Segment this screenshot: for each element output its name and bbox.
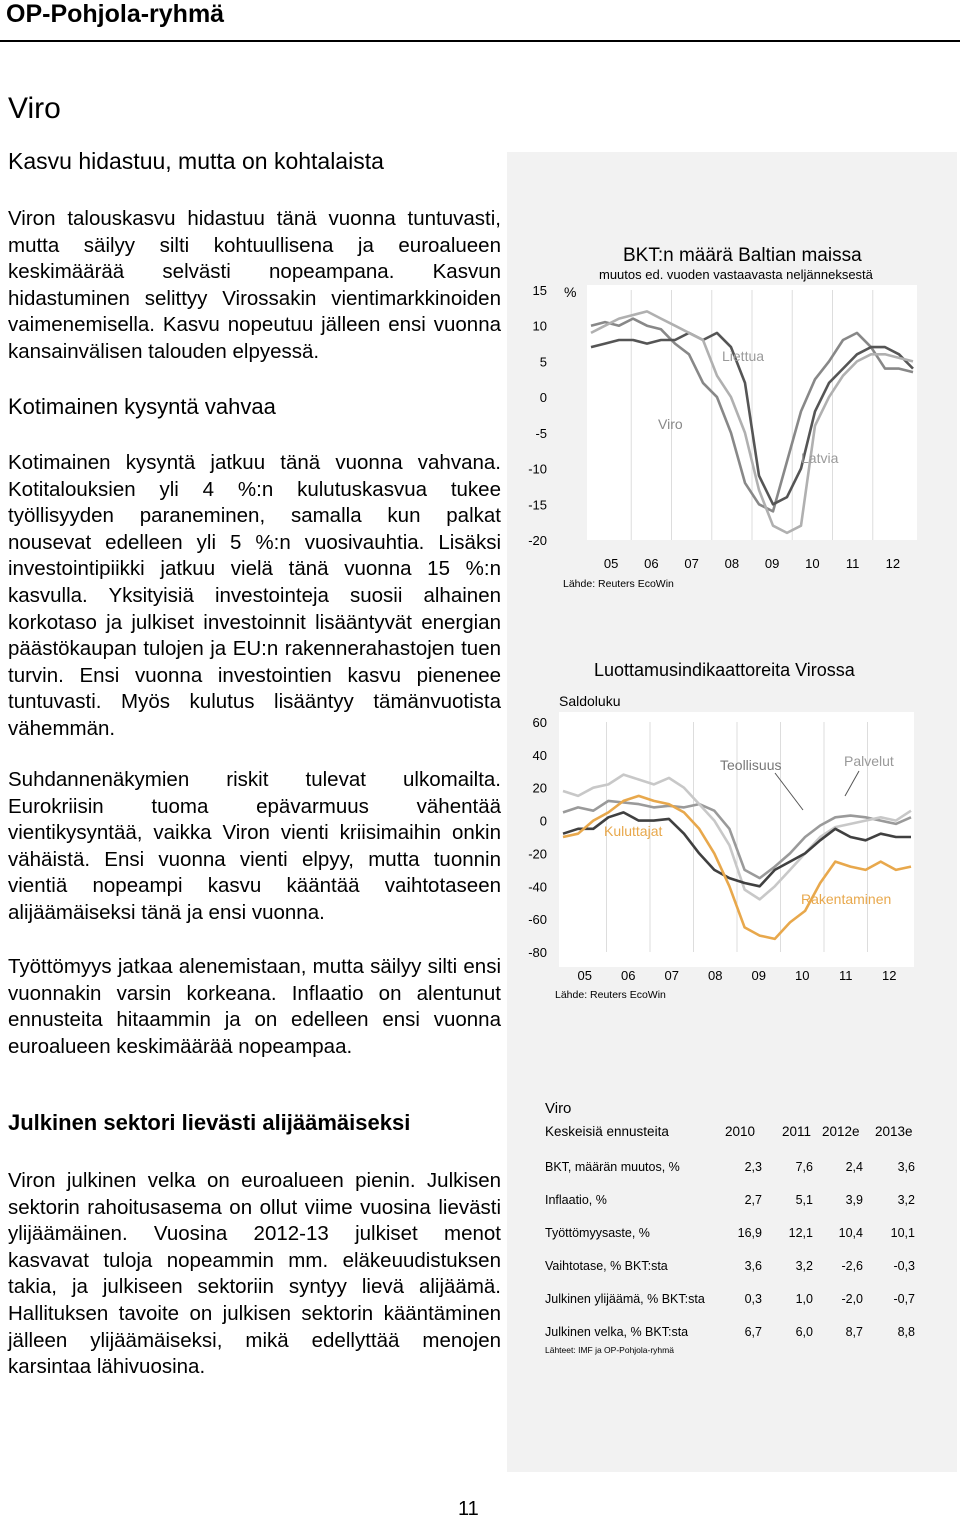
page-title: Viro <box>8 92 61 125</box>
series-label-palvelut: Palvelut <box>844 753 894 769</box>
table-cell: -0,3 <box>893 1259 915 1273</box>
table-row-label: Julkinen velka, % BKT:sta <box>545 1325 689 1339</box>
y-tick-label: -5 <box>535 425 547 441</box>
table-row <box>545 1226 915 1259</box>
table-cell: 12,1 <box>788 1226 813 1240</box>
table-row <box>545 1160 915 1193</box>
x-tick-label: 05 <box>603 556 619 571</box>
table-cell: 3,6 <box>897 1160 915 1174</box>
table-cell: 10,4 <box>838 1226 863 1240</box>
x-tick-label: 06 <box>644 556 659 571</box>
x-tick-label: 09 <box>764 556 780 571</box>
table-row-label: Työttömyysaste, % <box>545 1226 650 1240</box>
paragraph-risks: Suhdannenäkymien riskit tulevat ulkomailta. Eurokriisin tuoma epävarmuus vähentää vientikysyntää, vaikka Viron vienti kriisimaihin onkin vähäistä. Ensi vuonna vienti elpyy, mutta tuonnin vientiä nopeampi kasvu kääntää vaihtotaseen alijäämäiseksi tänä ja ensi vuonna. <box>8 768 501 924</box>
table-cell: -0,7 <box>893 1292 915 1306</box>
series-label-latvia: Latvia <box>801 450 839 466</box>
table-cell: 8,8 <box>897 1325 915 1339</box>
x-tick-label: 08 <box>724 556 740 571</box>
confidence-indicators-chart <box>507 650 957 1010</box>
table-cell: 6,7 <box>744 1325 762 1339</box>
table-source: Lähteet: IMF ja OP-Pohjola-ryhmä <box>545 1345 674 1355</box>
series-label-kuluttajat: Kuluttajat <box>604 823 663 839</box>
x-tick-label: 09 <box>751 968 766 983</box>
y-tick-label: -40 <box>528 879 547 895</box>
table-cell: 7,6 <box>795 1160 813 1174</box>
section-heading-growth: Kasvu hidastuu, mutta on kohtalaista <box>8 148 384 174</box>
table-cell: 10,1 <box>890 1226 915 1240</box>
series-label-viro: Viro <box>658 416 683 432</box>
y-tick-label: 0 <box>539 390 547 406</box>
table-cell: 16,9 <box>737 1226 762 1240</box>
table-cell: 1,0 <box>795 1292 813 1306</box>
table-cell: -2,6 <box>841 1259 863 1273</box>
gdp-baltic-chart <box>507 235 957 600</box>
table-row <box>545 1259 915 1292</box>
series-label-rakentaminen: Rakentaminen <box>801 891 892 907</box>
table-header-col: 2011 <box>782 1124 812 1139</box>
table-cell: 3,6 <box>744 1259 762 1273</box>
chart-title: Luottamusindikaattoreita Virossa <box>594 660 855 680</box>
y-tick-label: -15 <box>528 497 547 513</box>
table-header-col: 2010 <box>725 1124 756 1139</box>
series-label-liettua: Liettua <box>722 348 765 364</box>
chart-source: Lähde: Reuters EcoWin <box>563 578 674 590</box>
chart-subtitle: muutos ed. vuoden vastaavasta neljänneksestä <box>599 267 873 282</box>
table-cell: 2,4 <box>845 1160 863 1174</box>
table-row-label: Julkinen ylijäämä, % BKT:sta <box>545 1292 705 1306</box>
y-tick-label: 5 <box>539 354 547 370</box>
brand-title: OP-Pohjola-ryhmä <box>6 0 225 28</box>
table-row-label: Vaihtotase, % BKT:sta <box>545 1259 668 1273</box>
table-cell: 2,7 <box>744 1193 762 1207</box>
table-cell: 3,2 <box>795 1259 813 1273</box>
paragraph-unemployment: Työttömyys jatkaa alenemistaan, mutta säilyy silti ensi vuonnakin varsin korkeana. Inflaatio on alentunut ennusteita hitaammin ja on edelleen ensi vuonna euroalueen keskimäärää nopeampaa. <box>8 955 501 1058</box>
x-tick-label: 11 <box>845 556 860 571</box>
table-header-col: 2012e <box>822 1124 860 1139</box>
chart-title: BKT:n määrä Baltian maissa <box>623 245 862 266</box>
series-label-teollisuus: Teollisuus <box>720 757 782 773</box>
paragraph-domestic-demand: Kotimainen kysyntä jatkuu tänä vuonna vahvana. Kotitalouksien yli 4 %:n kulutuskasvua tukee työllisyyden paraneminen, samalla kun palkat nousevat edelleen yli 5 %:n vuosivauhtia. Lisäksi investointipiikki jatkuu vielä tänä vuonna 15 %:n kasvulla. Yksityisiä investointeja suosii alhainen korkotaso ja julkiset investoinnit lisääntyvät energian päästökaupan tulojen ja EU:n rakennerahastojen tuen turvin. Ensi vuonna investointien kasvu pienenee tuntuvasti. Myös kulutus lisääntyy tämänvuotista vähemmän. <box>8 451 501 740</box>
x-tick-label: 08 <box>708 968 723 983</box>
x-tick-label: 06 <box>621 968 636 983</box>
chart-ylabel: Saldoluku <box>559 693 621 709</box>
paragraph-public-sector: Viron julkinen velka on euroalueen pienin. Julkisen sektorin rahoitusasema on ollut viime vuosina lievästi ylijäämäinen. Vuosina 2012-13 julkiset menot kasvavat tuloja nopeammin mm. eläkeuudistuksen takia, ja julkiseen sektoriin syntyy lievä alijäämä. Hallituksen tavoite on julkisen sektorin kääntäminen jälleen ylijäämäiseksi, mikä edellyttää menojen karsintaa lähivuosina. <box>8 1169 501 1379</box>
table-cell: -2,0 <box>841 1292 863 1306</box>
table-header-label: Keskeisiä ennusteita <box>545 1124 669 1139</box>
table-cell: 5,1 <box>795 1193 813 1207</box>
table-body <box>545 1160 915 1358</box>
x-tick-label: 10 <box>795 968 810 983</box>
table-header-col: 2013e <box>875 1124 913 1139</box>
table-cell: 6,0 <box>795 1325 813 1339</box>
table-cell: 3,2 <box>897 1193 915 1207</box>
x-tick-label: 07 <box>684 556 699 571</box>
y-tick-label: -20 <box>528 846 547 862</box>
section-heading-domestic-demand: Kotimainen kysyntä vahvaa <box>8 394 276 419</box>
table-cell: 0,3 <box>744 1292 762 1306</box>
table-row-label: BKT, määrän muutos, % <box>545 1160 680 1174</box>
table-row <box>545 1292 915 1325</box>
chart-ylabel: % <box>564 284 577 300</box>
paragraph-growth: Viron talouskasvu hidastuu tänä vuonna tuntuvasti, mutta säilyy silti kohtuullisena ja euroalueen keskimäärää selvästi nopeampana. Kasvun hidastuminen selittyy Virossakin vientimarkkinoiden vaimenemisella. Kasvu nopeutuu jälleen ensi vuonna kansainvälisen talouden elpyessä. <box>8 207 501 363</box>
x-tick-label: 12 <box>882 968 897 983</box>
y-tick-label: 40 <box>532 747 547 763</box>
section-heading-public-sector: Julkinen sektori lievästi alijäämäiseksi <box>8 1110 411 1135</box>
x-tick-label: 10 <box>805 556 820 571</box>
table-row-label: Inflaatio, % <box>545 1193 607 1207</box>
x-tick-label: 12 <box>885 556 901 571</box>
y-tick-label: -10 <box>528 461 547 477</box>
chart-source: Lähde: Reuters EcoWin <box>555 989 666 1001</box>
table-cell: 2,3 <box>744 1160 762 1174</box>
x-tick-label: 07 <box>664 968 679 983</box>
y-tick-label: 10 <box>532 318 547 334</box>
y-tick-label: -80 <box>528 945 547 960</box>
y-tick-label: -20 <box>528 533 547 548</box>
header-rule <box>0 40 960 42</box>
table-cell: 3,9 <box>845 1193 863 1207</box>
table-row <box>545 1193 915 1226</box>
y-tick-label: 0 <box>539 813 547 829</box>
table-title: Viro <box>545 1100 572 1117</box>
y-tick-label: 15 <box>532 283 547 298</box>
y-tick-label: 20 <box>532 780 547 796</box>
y-tick-label: 60 <box>532 715 547 730</box>
page-number: 11 <box>458 1498 479 1520</box>
table-cell: 8,7 <box>845 1325 863 1339</box>
x-tick-label: 11 <box>839 968 853 983</box>
y-tick-label: -60 <box>528 912 547 928</box>
x-tick-label: 05 <box>577 968 592 983</box>
